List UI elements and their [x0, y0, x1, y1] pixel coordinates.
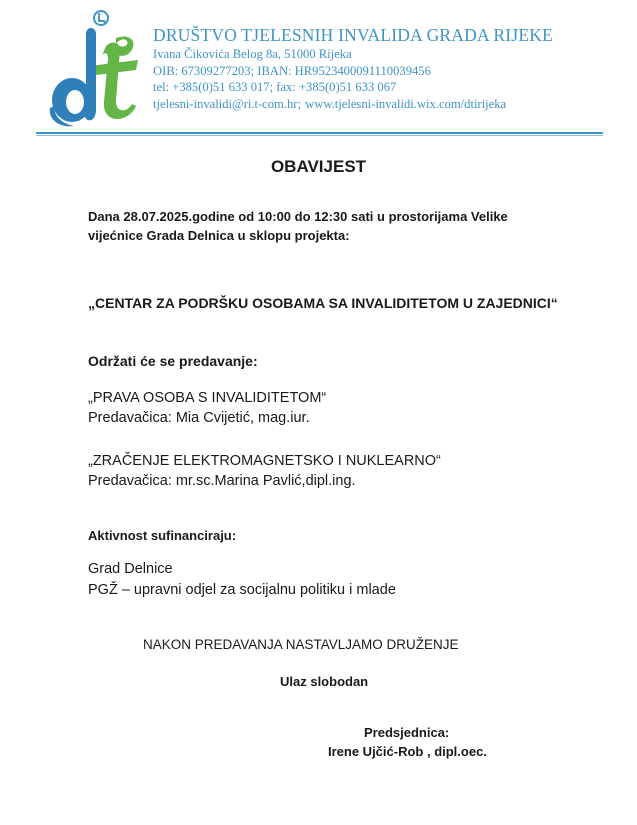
organization-info — [153, 24, 553, 112]
socializing-note: NAKON PREDAVANJA NASTAVLJAMO DRUŽENJE — [143, 637, 459, 652]
organization-address: Ivana Čikovića Belog 8a, 51000 Rijeka — [153, 47, 352, 61]
letterhead-divider — [36, 132, 603, 134]
signature-name: Irene Ujčić-Rob , dipl.oec. — [328, 744, 487, 759]
wheelchair-icon — [94, 11, 108, 25]
project-name: „CENTAR ZA PODRŠKU OSOBAMA SA INVALIDITETOM U ZAJEDNICI“ — [88, 295, 558, 311]
notice-title: OBAVIJEST — [270, 157, 367, 176]
organization-oib-iban: OIB: 67309277203; IBAN: HR9523400091110039456 — [153, 63, 431, 78]
lecture-title: „ZRAČENJE ELEKTROMAGNETSKO I NUKLEARNO“ — [88, 453, 441, 469]
lecture-lecturer: Predavačica: mr.sc.Marina Pavlić,dipl.ing. — [88, 473, 356, 489]
organization-email-web: tjelesni-invalidi@ri.t-com.hr; www.tjelesni-invalidi.wix.com/dtirijeka — [153, 96, 507, 111]
logo-letter-d — [50, 28, 96, 126]
lecture-lecturer: Predavačica: Mia Cvijetić, mag.iur. — [88, 410, 310, 426]
letterhead-divider-thin — [36, 135, 603, 136]
letterhead — [0, 0, 637, 140]
organization-name: DRUŠTVO TJELESNIH INVALIDA GRADA RIJEKE — [153, 25, 553, 45]
lecture-title: „PRAVA OSOBA S INVALIDITETOM“ — [88, 390, 327, 406]
cofinancer-item: Grad Delnice — [88, 561, 173, 577]
intro-line-1: Dana 28.07.2025.godine od 10:00 do 12:30 sati u prostorijama Velike — [88, 209, 508, 224]
organization-logo — [46, 8, 142, 130]
intro-line-2: vijećnice Grada Delnica u sklopu projekta: — [88, 228, 350, 243]
organization-phone-fax: tel: +385(0)51 633 017; fax: +385(0)51 633 067 — [153, 80, 397, 94]
cofinancer-item: PGŽ – upravni odjel za socijalnu politiku i mlade — [88, 582, 396, 598]
signature-title: Predsjednica: — [364, 725, 450, 740]
entry-note: Ulaz slobodan — [280, 674, 369, 689]
lectures-heading: Održati će se predavanje: — [88, 353, 258, 369]
cofinancing-heading: Aktivnost sufinanciraju: — [88, 528, 237, 543]
